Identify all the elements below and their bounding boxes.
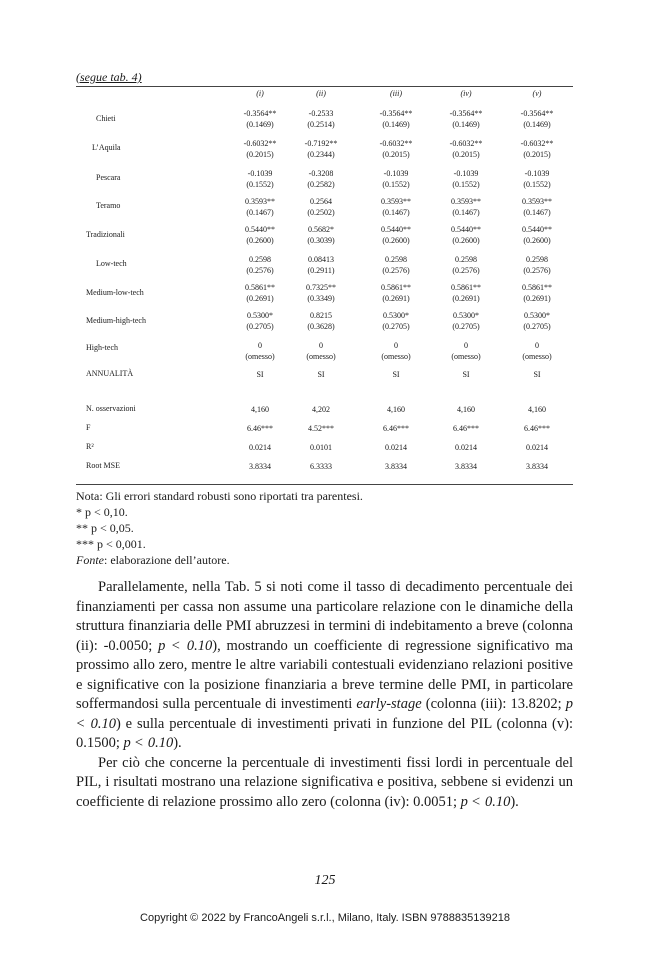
cell-value: 3.8334 [526,462,548,471]
cell-std-error: (0.2911) [307,266,335,275]
cell-std-error: (0.2600) [523,236,551,245]
table-cell [279,168,363,190]
cell-value: 0 [464,341,468,350]
table-cell [495,108,579,130]
cell-value: 0.5682* [308,225,334,234]
cell-std-error: (0.1467) [382,208,410,217]
italic-run: p ˂ 0.10 [158,637,213,654]
table-cell [495,282,579,304]
cell-value: 0 [394,341,398,350]
table-cell [495,254,579,276]
cell-value: 0 [258,341,262,350]
cell-value: -0.3564** [379,109,413,118]
cell-std-error: (0.2514) [307,120,335,129]
cell-std-error: (0.2582) [307,180,335,189]
table-top-rule [76,86,573,87]
cell-std-error: (0.2705) [452,322,480,331]
body-paragraph-1 [76,578,573,754]
cell-value: 0.5440** [451,225,481,234]
row-label: L’Aquila [92,143,121,152]
row-label: N. osservazioni [86,404,136,413]
table-cell [279,282,363,304]
cell-std-error: (omesso) [451,352,481,361]
table-cell [279,423,363,434]
table-notes [76,488,363,568]
cell-value: 0.3593** [522,197,552,206]
cell-value: SI [256,370,264,379]
column-header: (ii) [316,89,326,98]
cell-value: 0.2598 [455,255,477,264]
row-label: Chieti [96,114,116,123]
table-cell [279,224,363,246]
cell-std-error: (0.1467) [246,208,274,217]
cell-value: 0.5440** [381,225,411,234]
note-source [76,552,363,568]
cell-value: 0.5861** [381,283,411,292]
cell-value: 4,160 [251,405,269,414]
cell-value: 0.3593** [245,197,275,206]
cell-std-error: (0.2015) [452,150,480,159]
table-cell [279,442,363,453]
cell-std-error: (0.3039) [307,236,335,245]
cell-value: -0.7192** [304,139,338,148]
table-cell [495,168,579,190]
cell-std-error: (0.2576) [452,266,480,275]
cell-std-error: (0.2502) [307,208,335,217]
cell-value: 0.0214 [249,443,271,452]
cell-std-error: (0.1467) [452,208,480,217]
row-label: Root MSE [86,461,121,470]
cell-value: 0.2564 [310,197,332,206]
cell-value: 4,160 [457,405,475,414]
cell-std-error: (0.3349) [307,294,335,303]
table-caption: (segue tab. 4) [76,70,142,84]
body-text [76,578,573,812]
cell-std-error: (omesso) [245,352,275,361]
table-cell [279,254,363,276]
cell-value: -0.6032** [520,139,554,148]
table-cell [495,138,579,160]
row-label: Medium-low-tech [86,288,144,297]
table-bottom-rule [76,484,573,485]
cell-std-error: (0.2576) [246,266,274,275]
body-paragraph-2 [76,754,573,813]
cell-value: -0.1039 [524,169,550,178]
cell-value: -0.3564** [520,109,554,118]
table-cell [495,423,579,434]
cell-value: 6.46*** [524,424,550,433]
column-header: (iii) [390,89,402,98]
cell-value: 6.3333 [310,462,332,471]
table-cell [279,404,363,415]
cell-std-error: (0.2705) [523,322,551,331]
note-significance-2: ** p < 0,05. [76,521,134,535]
cell-value: 0.3593** [451,197,481,206]
cell-std-error: (0.2015) [246,150,274,159]
cell-value: 4,202 [312,405,330,414]
cell-value: 0.2598 [249,255,271,264]
cell-std-error: (0.2691) [452,294,480,303]
cell-value: SI [392,370,400,379]
text-run: ). [173,735,182,751]
cell-value: 0.7325** [306,283,336,292]
cell-value: -0.1039 [453,169,479,178]
cell-std-error: (0.1469) [452,120,480,129]
cell-std-error: (0.2691) [382,294,410,303]
row-label: R² [86,442,94,451]
table-cell [495,442,579,453]
row-label: Medium-high-tech [86,316,146,325]
cell-std-error: (0.2600) [246,236,274,245]
page-number: 125 [314,873,336,888]
text-run: Parallelamente, nella Tab. 5 si noti come il tasso di decadimento percentuale dei finanziamenti per cassa non assume una particolare relazione con le dinamiche della struttura finanziaria delle PMI abruzzesi in termini di indebitamento a breve (colonna (ii): -0.0050; [76,579,573,654]
italic-run: early-stage [356,696,422,712]
cell-value: 0 [535,341,539,350]
table-cell [279,196,363,218]
cell-std-error: (omesso) [522,352,552,361]
table-cell [495,340,579,362]
note-robust-errors: Nota: Gli errori standard robusti sono riportati tra parentesi. [76,489,363,503]
cell-value: SI [317,370,325,379]
cell-value: -0.2533 [308,109,334,118]
row-label: Tradizionali [86,230,125,239]
note-source-label: Fonte [76,553,104,567]
cell-value: 0.5300* [453,311,479,320]
table-cell [279,369,363,380]
cell-value: 0.5440** [245,225,275,234]
cell-std-error: (0.2576) [382,266,410,275]
cell-std-error: (0.2705) [382,322,410,331]
cell-std-error: (0.1552) [523,180,551,189]
table-cell [495,224,579,246]
cell-value: -0.3564** [449,109,483,118]
table-cell [495,404,579,415]
cell-std-error: (0.2015) [382,150,410,159]
cell-value: 0.0214 [385,443,407,452]
cell-std-error: (0.3628) [307,322,335,331]
table-cell [279,310,363,332]
cell-value: 0.0101 [310,443,332,452]
column-header: (iv) [460,89,472,98]
cell-std-error: (0.2344) [307,150,335,159]
cell-value: -0.6032** [379,139,413,148]
cell-std-error: (0.2015) [523,150,551,159]
cell-value: 0.5861** [451,283,481,292]
copyright-footer: Copyright © 2022 by FrancoAngeli s.r.l., Milano, Italy. ISBN 9788835139218 [140,912,510,924]
row-label: Low-tech [96,259,127,268]
cell-value: 0.5300* [524,311,550,320]
text-run: ) e sulla percentuale di investimenti privati in funzione del PIL (colonna (v): 0.1500; [76,715,573,751]
text-run: ), mostrando un coefficiente di regressione significativo ma prossimo allo zero, mentre le altre variabili contestuali evidenziano relazioni positive e significative con la posizione finanziaria a breve termine delle PMI, in particolare soffermandosi sulla percentuale di investimenti [76,637,573,712]
note-significance-3: *** p < 0,001. [76,537,146,551]
italic-run: p ˂ 0.10 [76,696,574,732]
cell-std-error: (0.2600) [382,236,410,245]
cell-std-error: (0.2576) [523,266,551,275]
table-cell [279,138,363,160]
cell-value: 0.5440** [522,225,552,234]
cell-std-error: (0.1467) [523,208,551,217]
cell-value: 0.5861** [522,283,552,292]
table-cell [495,461,579,472]
cell-value: 4.52*** [308,424,334,433]
cell-std-error: (0.2691) [523,294,551,303]
cell-value: 4,160 [528,405,546,414]
cell-std-error: (omesso) [306,352,336,361]
row-label: F [86,423,91,432]
cell-std-error: (omesso) [381,352,411,361]
row-label: Teramo [96,201,121,210]
cell-value: SI [462,370,470,379]
cell-value: 0.5861** [245,283,275,292]
cell-value: 3.8334 [385,462,407,471]
cell-value: 6.46*** [453,424,479,433]
cell-value: 0.0214 [455,443,477,452]
column-header: (i) [256,89,264,98]
table-cell [495,196,579,218]
text-run: (colonna (iii): 13.8202; [421,696,566,712]
italic-run: p ˂ 0.10 [460,793,511,810]
cell-std-error: (0.2705) [246,322,274,331]
row-label: Pescara [96,173,121,182]
cell-value: 6.46*** [383,424,409,433]
cell-std-error: (0.2600) [452,236,480,245]
table-cell [279,461,363,472]
table-cell [279,340,363,362]
note-significance-1: * p < 0,10. [76,505,128,519]
cell-value: -0.1039 [247,169,273,178]
table-cell [279,108,363,130]
cell-std-error: (0.1552) [382,180,410,189]
cell-std-error: (0.1469) [246,120,274,129]
cell-value: 4,160 [387,405,405,414]
cell-value: 0.2598 [385,255,407,264]
cell-std-error: (0.2691) [246,294,274,303]
italic-run: p ˂ 0.10 [123,735,174,751]
table-cell [495,369,579,380]
cell-value: 0.0214 [526,443,548,452]
cell-std-error: (0.1469) [382,120,410,129]
table-cell [495,310,579,332]
cell-value: -0.3208 [308,169,334,178]
cell-value: 3.8334 [249,462,271,471]
cell-value: SI [533,370,541,379]
column-header: (v) [532,89,542,98]
cell-value: -0.1039 [383,169,409,178]
cell-value: 0 [319,341,323,350]
cell-std-error: (0.1552) [246,180,274,189]
cell-std-error: (0.1552) [452,180,480,189]
cell-value: -0.3564** [243,109,277,118]
cell-value: 6.46*** [247,424,273,433]
cell-value: 0.5300* [383,311,409,320]
text-run: ). [510,793,519,810]
cell-value: 0.2598 [526,255,548,264]
cell-value: 3.8334 [455,462,477,471]
cell-value: 0.5300* [247,311,273,320]
cell-std-error: (0.1469) [523,120,551,129]
text-run: Per ciò che concerne la percentuale di investimenti fissi lordi in percentuale del PIL, i risultati mostrano una relazione significativa e positiva, sebbene si evidenzi un coefficiente di relazione prossimo allo zero (colonna (iv): 0.0051; [76,754,573,810]
row-label: High-tech [86,343,118,352]
note-source-text: : elaborazione dell’autore. [104,553,230,567]
cell-value: -0.6032** [243,139,277,148]
cell-value: 0.08413 [308,255,334,264]
row-label: ANNUALITÀ [86,369,134,378]
cell-value: -0.6032** [449,139,483,148]
cell-value: 0.8215 [310,311,332,320]
cell-value: 0.3593** [381,197,411,206]
